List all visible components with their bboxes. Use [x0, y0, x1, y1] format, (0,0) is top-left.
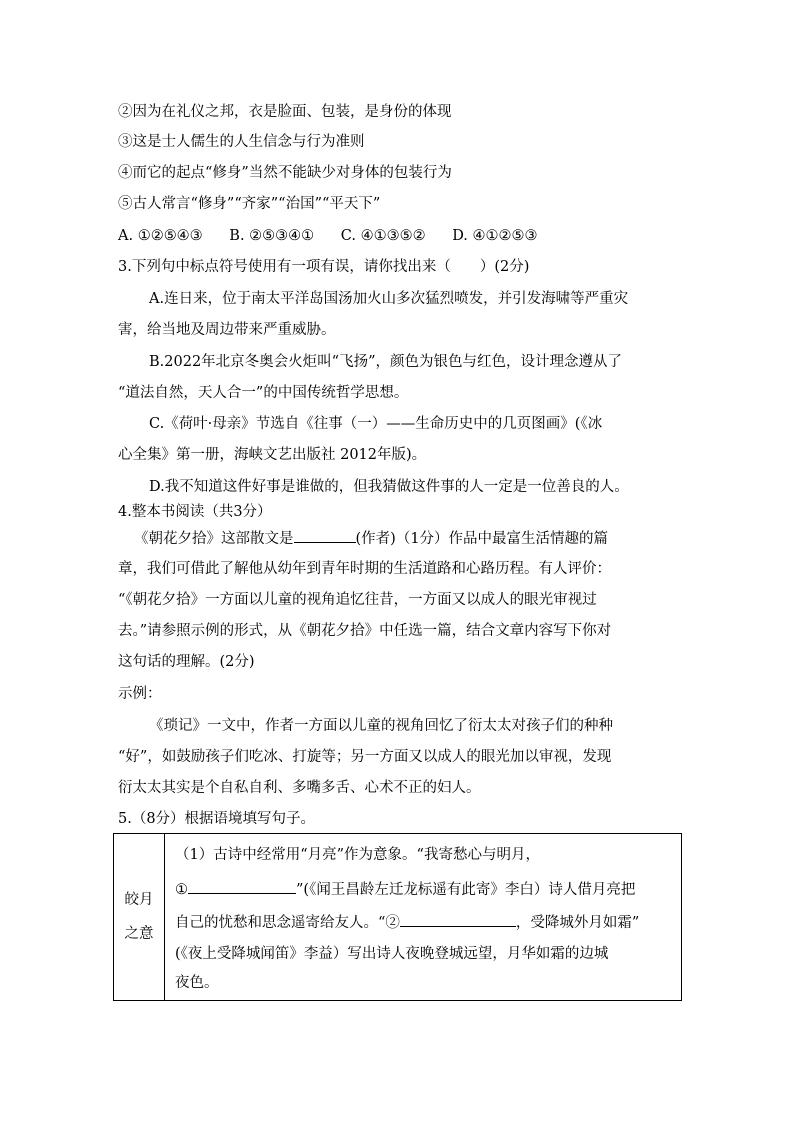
q4-title: 4.整本书阅读（共3分） — [118, 504, 272, 520]
q4-paragraph-line1 — [134, 528, 608, 549]
q3-option-a-line2: 害，给当地及周边带来严重威胁。 — [118, 322, 336, 338]
q5-line1: （1）古诗中经常用“月亮”作为意象。“我寄愁心与明月， — [175, 847, 540, 863]
q3-option-a-line1: A.连日来，位于南太平洋岛国汤加火山多次猛烈喷发，并引发海啸等严重灾 — [149, 291, 629, 307]
q4-example-line2: “好”，如鼓励孩子们吃冰、打旋等；另一方面又以成人的眼光加以审视，发现 — [118, 749, 612, 765]
q4-example-label: 示例： — [118, 686, 162, 702]
q2-choices — [118, 226, 560, 246]
q2-item-4: ④而它的起点“修身”当然不能缺少对身体的包装行为 — [118, 165, 452, 181]
q5-line3: 自己的忧愁和思念遥寄给友人。“② ，受降城外月如霜” — [175, 912, 639, 933]
q4-example-line3: 衍太太其实是个自私自利、多嘴多舌、心术不正的妇人。 — [118, 780, 481, 796]
q4-example-line1: 《琐记》一文中，作者一方面以儿童的视角回忆了衍太太对孩子们的种种 — [149, 718, 613, 734]
q4-paragraph-line5: 这句话的理解。(2分) — [118, 654, 255, 670]
q3-option-c-line1: C.《荷叶·母亲》节选自《往事（一）——生命历史中的几页图画》(《冰 — [149, 416, 603, 432]
q4-paragraph-line3: “《朝花夕拾》一方面以儿童的视角追忆往昔，一方面又以成人的眼光审视过 — [118, 592, 597, 608]
q3-option-c-line2: 心全集》第一册，海峡文艺出版社 2012年版)。 — [118, 447, 427, 463]
answer-blank-1[interactable] — [188, 879, 296, 894]
author-answer-blank[interactable] — [294, 528, 356, 543]
q5-line5: 夜色。 — [175, 975, 219, 991]
q5-line4: (《夜上受降城闻笛》李益）写出诗人夜晚登城远望，月华如霜的边城 — [175, 946, 609, 962]
q4-paragraph-line4: 去。”请参照示例的形式，从《朝花夕拾》中任选一篇，结合文章内容写下你对 — [118, 623, 612, 639]
answer-blank-2[interactable] — [400, 912, 516, 927]
q5-line2: ① ”(《闻王昌龄左迁龙标遥有此寄》李白）诗人借月亮把 — [175, 879, 635, 900]
q3-option-b-line2: “道法自然，天人合一”的中国传统哲学思想。 — [118, 385, 409, 401]
q5-fill-table — [113, 833, 682, 1001]
q5-row-label: 皎月 之意 — [114, 834, 165, 1001]
q2-choice-a: A. ①②⑤④③ — [118, 228, 203, 244]
q5-title: 5.（8分）根据语境填写句子。 — [118, 811, 316, 827]
q3-option-b-line1: B.2022年北京冬奥会火炬叫“飞扬”，颜色为银色与红色，设计理念遵从了 — [149, 354, 622, 370]
q3-stem: 3.下列句中标点符号使用有一项有误，请你找出来（ ）(2分) — [118, 259, 530, 275]
q2-choice-d: D. ④①②⑤③ — [452, 228, 538, 244]
q2-choice-b: B. ②⑤③④① — [229, 228, 315, 244]
q4-text-before-blank: 《朝花夕拾》这部散文是 — [134, 531, 294, 547]
q4-paragraph-line2: 章，我们可借此了解他从幼年到青年时期的生活道路和心路历程。有人评价： — [118, 561, 611, 577]
q2-item-2: ②因为在礼仪之邦，衣是脸面、包装，是身份的体现 — [118, 104, 452, 120]
q2-item-5: ⑤古人常言“修身”“齐家”“治国”“平天下” — [118, 196, 381, 212]
q3-option-d: D.我不知道这件好事是谁做的，但我猜做这件事的人一定是一位善良的人。 — [149, 479, 629, 495]
q5-row-content — [165, 834, 682, 1001]
q2-choice-c: C. ④①③⑤② — [340, 228, 426, 244]
q4-text-after-blank: (作者)（1分）作品中最富生活情趣的篇 — [355, 531, 609, 547]
q2-item-3: ③这是士人儒生的人生信念与行为准则 — [118, 134, 365, 150]
